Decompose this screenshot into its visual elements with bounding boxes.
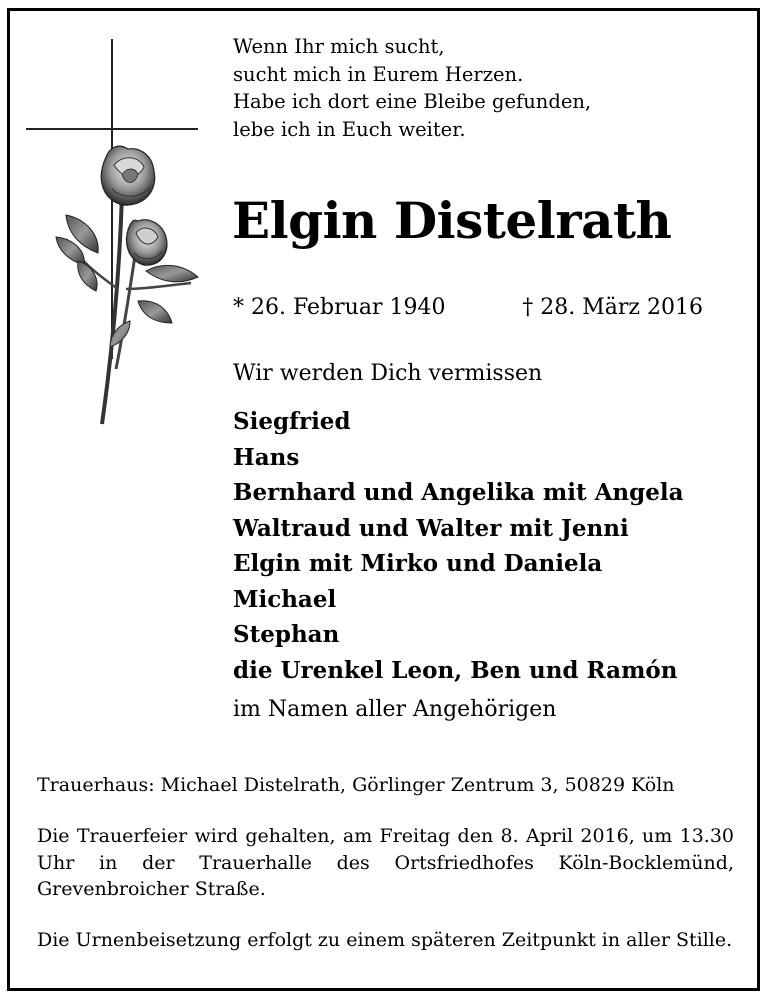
- family-list: [233, 404, 684, 688]
- poem-line: Habe ich dort eine Bleibe gefunden,: [233, 90, 592, 113]
- poem-line: Wenn Ihr mich sucht,: [233, 35, 445, 58]
- family-member: Michael: [233, 585, 337, 613]
- family-member: Bernhard und Angelika mit Angela: [233, 479, 684, 506]
- on-behalf-line: im Namen aller Angehörigen: [233, 697, 557, 722]
- death-date: † 28. März 2016: [522, 295, 703, 320]
- family-member: Stephan: [233, 621, 340, 648]
- mourning-house-address: Trauerhaus: Michael Distelrath, Görlinger Zentrum 3, 50829 Köln: [37, 774, 675, 796]
- family-member: Waltraud und Walter mit Jenni: [233, 514, 629, 542]
- family-member: Elgin mit Mirko und Daniela: [233, 550, 603, 577]
- poem-line: sucht mich in Eurem Herzen.: [233, 62, 524, 86]
- urn-burial-info: Die Urnenbeisetzung erfolgt zu einem späteren Zeitpunkt in aller Stille.: [37, 929, 733, 951]
- rose-icon: [56, 146, 198, 424]
- family-member: Hans: [233, 443, 300, 471]
- obituary-notice: [7, 8, 760, 991]
- funeral-ceremony-info: Die Trauerfeier wird gehalten, am Freitag den 8. April 2016, um 13.30 Uhr in der Trauerhalle des Ortsfriedhofes Köln-Bocklemünd, Grevenbroicher Straße.: [37, 825, 734, 900]
- memorial-poem: [233, 33, 591, 143]
- family-member: die Urenkel Leon, Ben und Ramón: [233, 656, 678, 684]
- birth-date: * 26. Februar 1940: [233, 295, 446, 320]
- poem-line: lebe ich in Euch weiter.: [233, 117, 466, 141]
- deceased-name: Elgin Distelrath: [232, 191, 672, 250]
- cross-with-roses-illustration: [26, 39, 201, 434]
- farewell-message: Wir werden Dich vermissen: [233, 361, 543, 386]
- family-member: Siegfried: [233, 408, 351, 435]
